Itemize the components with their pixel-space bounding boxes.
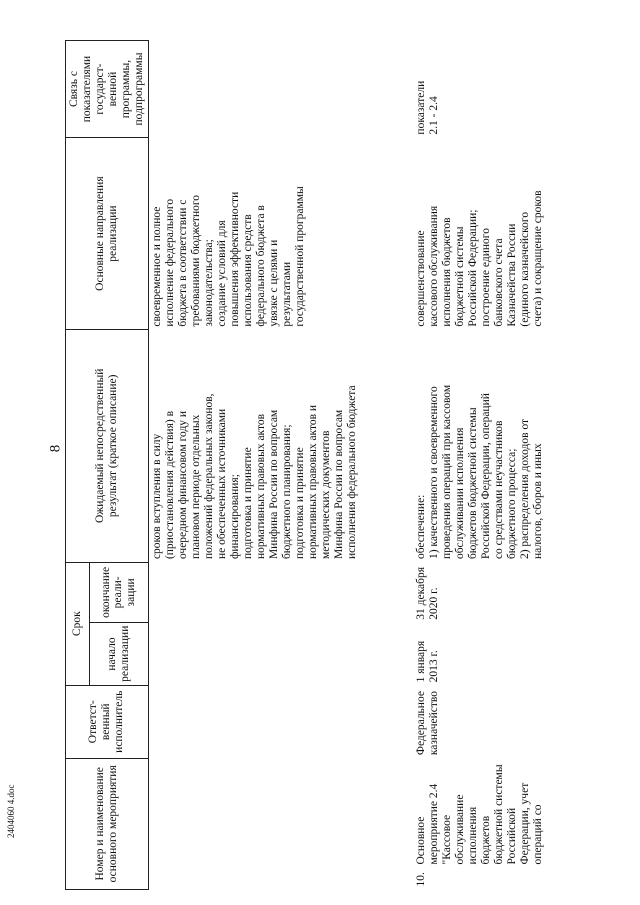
row-10-link: показатели 2.1 - 2.4 xyxy=(414,80,440,135)
header-link: Связь с показателями государст- венной программы, подпрограммы xyxy=(66,41,149,138)
header-name: Номер и наименование основного мероприятия xyxy=(66,758,149,889)
table-row-10 xyxy=(413,41,587,890)
continued-result: сроков вступления в силу (приостановления действия) в очередном финансовом году и плановом периоде отдельных положений федеральных законов, не обеспеченных источниками финансирования; подготовка и принятие нормативных правовых актов Минфина России по вопросам бюджетного планирования; подготовка и принятие нормативных правовых актов и методических документов Минфина России по вопросам исполнения федерального бюджета xyxy=(150,385,358,560)
continued-directions: своевременное и полное исполнение федерального бюджета в соответствии с требованиями бюджетного законодательства; создание условий для повышения эффективности использования средств федерального бюджета в увязке с целями и результатами государственной программы xyxy=(150,186,306,327)
document-file-name: 2404060 4.doc xyxy=(6,784,16,838)
row-10-executor: Федеральное казначейство xyxy=(414,690,440,756)
row-10-start: 1 января 2013 г. xyxy=(414,640,440,683)
header-end: окончание реали- зации xyxy=(90,562,149,623)
rotated-page-content xyxy=(65,20,625,890)
row-10-name: Основное мероприятие 2.4 "Кассовое обслуживание исполнения бюджетов бюджетной системы Российской Федерации, учет операций со xyxy=(414,764,544,865)
header-term: Срок xyxy=(66,562,90,685)
header-start: начало реализации xyxy=(90,623,149,686)
header-directions: Основные направления реализации xyxy=(66,138,149,330)
row-10-number: 10. xyxy=(414,872,427,887)
row-10-end: 31 декабря 2020 г. xyxy=(414,566,440,620)
header-result: Ожидаемый непосредственный результат (краткое описание) xyxy=(66,330,149,562)
page-number: 8 xyxy=(47,444,64,453)
header-executor: Ответст- венный исполнитель xyxy=(66,685,149,758)
row-10-result: обеспечение: 1) качественного и своевременного проведения операций при кассовом обслуживании исполнения бюджетов бюджетной системы Российской Федерации, операций со средствами неучастников бюджетного процесса; 2) распределения доходов от налогов, сборов и иных xyxy=(414,384,544,560)
measures-table xyxy=(65,40,587,890)
row-10-directions: совершенствование кассового обслуживания исполнения бюджетов бюджетной системы Российской Федерации; построение единого банковского счета Казначейства России (единого казначейского счета) и сокращение сроков xyxy=(414,190,544,327)
row-10-name-cell xyxy=(413,758,587,889)
table-row-continued xyxy=(148,41,413,890)
